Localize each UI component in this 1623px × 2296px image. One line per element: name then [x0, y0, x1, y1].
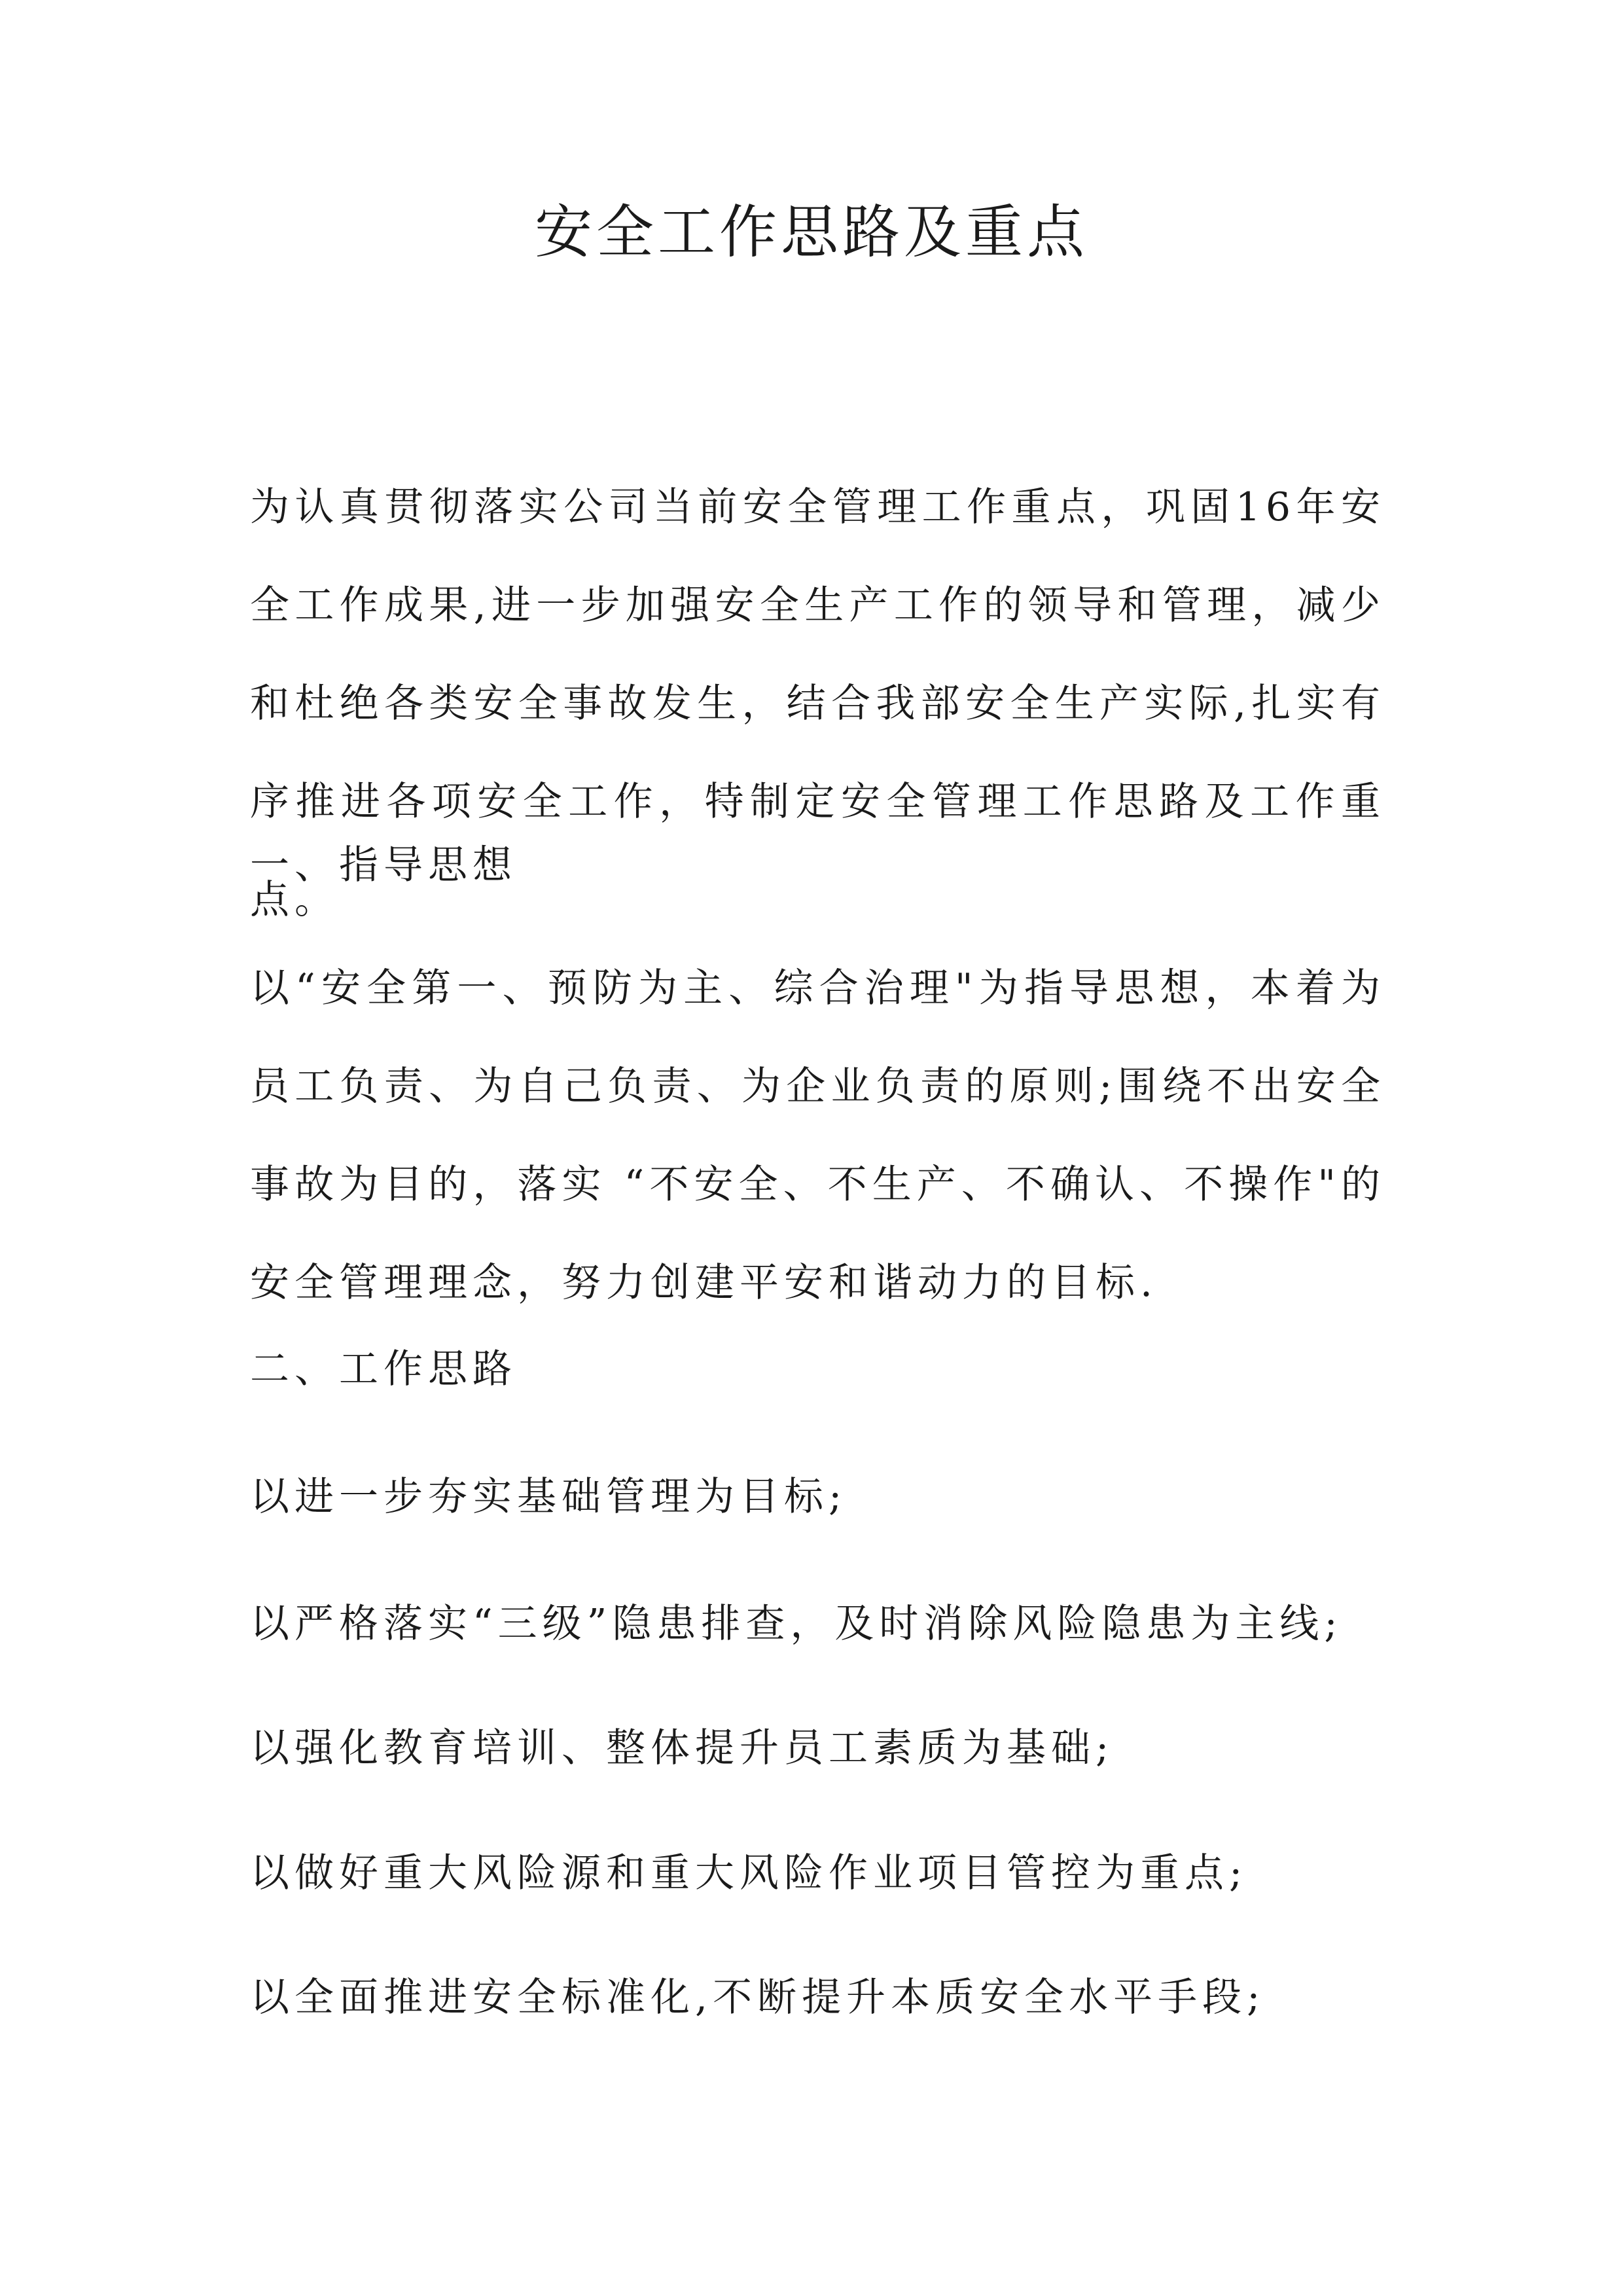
- work-approach-item: 以强化教育培训、整体提升员工素质为基础;: [250, 1725, 1115, 1771]
- work-approach-item: 以做好重大风险源和重大风险作业项目管控为重点;: [250, 1850, 1248, 1896]
- work-approach-item: 以严格落实“三级”隐患排查，及时消除风险隐患为主线;: [250, 1601, 1343, 1647]
- section1-heading: 一、指导思想: [250, 842, 517, 888]
- intro-paragraph: 为认真贯彻落实公司当前安全管理工作重点，巩固16年安全工作成果,进一步加强安全生产工作的领导和管理，减少和杜绝各类安全事故发生，结合我部安全生产实际,扎实有序推进各项安全工作，特制定安全管理工作思路及工作重点。: [250, 484, 1385, 923]
- document-title: 安全工作思路及重点: [534, 198, 1088, 266]
- section2-heading: 二、工作思路: [250, 1346, 517, 1392]
- work-approach-item: 以进一步夯实基础管理为目标;: [250, 1474, 847, 1520]
- work-approach-item: 以全面推进安全标准化,不断提升本质安全水平手段;: [250, 1975, 1266, 2020]
- section1-paragraph: 以“安全第一、预防为主、综合治理"为指导思想，本着为员工负责、为自己负责、为企业负责的原则;围绕不出安全事故为目的，落实 “不安全、不生产、不确认、不操作"的安全管理理念，努力创建平安和谐动力的目标.: [250, 965, 1385, 1306]
